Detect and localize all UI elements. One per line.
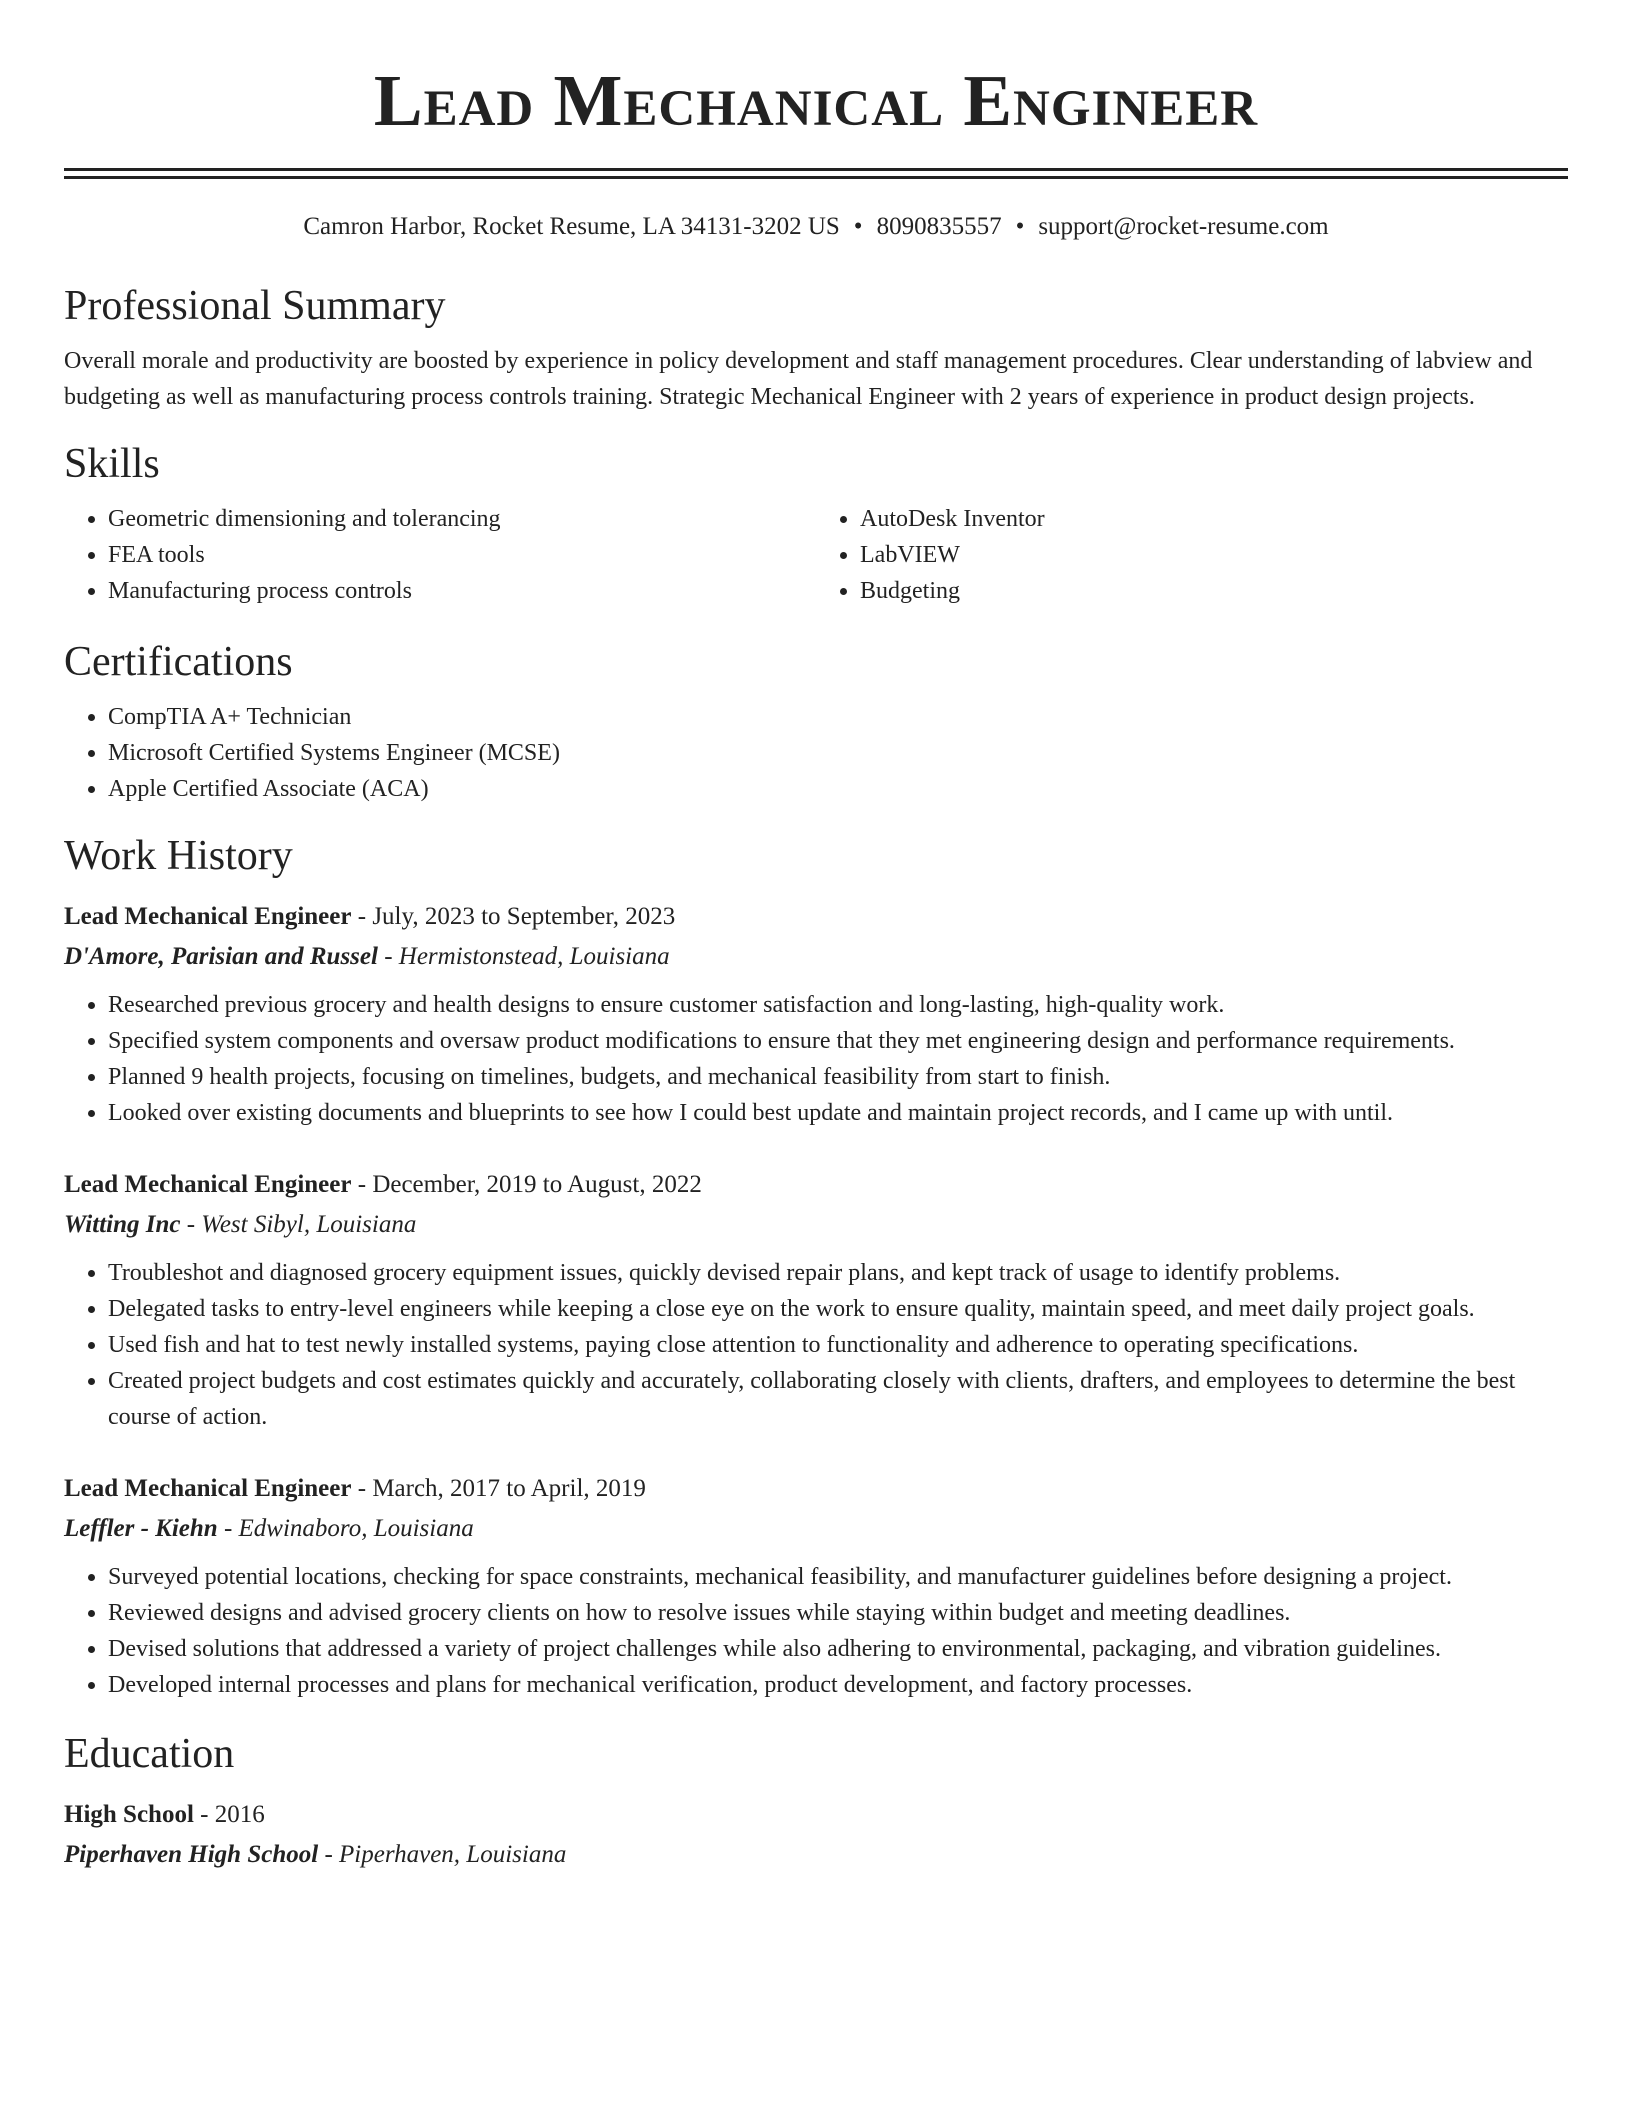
skill-item: • Budgeting	[860, 573, 1568, 609]
job-bullet: • Used fish and hat to test newly installed systems, paying close attention to functionality and adherence to operating specifications.	[108, 1327, 1568, 1363]
certifications-section	[64, 635, 1568, 807]
summary-section	[64, 279, 1568, 415]
certifications-list	[64, 699, 1568, 807]
certification-item: • Microsoft Certified Systems Engineer (MCSE)	[108, 735, 1568, 771]
job-bullets	[64, 1255, 1568, 1435]
job-title: Lead Mechanical Engineer	[64, 1171, 352, 1198]
job-bullet: • Troubleshot and diagnosed grocery equipment issues, quickly devised repair plans, and kept track of usage to identify problems.	[108, 1255, 1568, 1291]
summary-text: Overall morale and productivity are boosted by experience in policy development and staff management procedures. Clear understanding of labview and budgeting as well as manufacturing process controls training. Strategic Mechanical Engineer with 2 years of experience in product design projects.	[64, 348, 1533, 410]
skills-heading: Skills	[64, 441, 160, 487]
job-company: Witting Inc	[64, 1211, 181, 1238]
skills-list-right	[816, 501, 1568, 609]
job-bullet: • Planned 9 health projects, focusing on timelines, budgets, and mechanical feasibility from start to finish.	[108, 1059, 1568, 1095]
job-bullet: • Looked over existing documents and blueprints to see how I could best update and maintain project records, and I came up with until.	[108, 1095, 1568, 1131]
job-dash: -	[180, 1211, 202, 1238]
job-company-line	[64, 1205, 1568, 1245]
contact-separator: •	[853, 213, 863, 240]
education-section	[64, 1727, 1568, 1875]
job-bullet: • Developed internal processes and plans for mechanical verification, product development, and factory processes.	[108, 1667, 1568, 1703]
skills-columns	[64, 501, 1568, 609]
education-degree-line	[64, 1795, 1568, 1835]
job-dates: March, 2017 to April, 2019	[372, 1475, 646, 1502]
job-dates: July, 2023 to September, 2023	[372, 903, 676, 930]
contact-separator: •	[1015, 213, 1025, 240]
skills-list-left	[64, 501, 816, 609]
education-location: Piperhaven, Louisiana	[339, 1841, 567, 1868]
job-dash: -	[351, 903, 373, 930]
job-bullet: • Researched previous grocery and health designs to ensure customer satisfaction and long-lasting, high-quality work.	[108, 987, 1568, 1023]
job-bullets	[64, 1559, 1568, 1703]
education-dash: -	[193, 1801, 215, 1828]
certification-item: • Apple Certified Associate (ACA)	[108, 771, 1568, 807]
job-dash: -	[351, 1475, 373, 1502]
job-title-line	[64, 1165, 1568, 1205]
job-title: Lead Mechanical Engineer	[64, 1475, 352, 1502]
education-degree: High School	[64, 1801, 194, 1828]
job-company: Leffler - Kiehn	[64, 1515, 218, 1542]
job-dates: December, 2019 to August, 2022	[372, 1171, 702, 1198]
skill-item: • AutoDesk Inventor	[860, 501, 1568, 537]
job-title: Lead Mechanical Engineer	[64, 903, 352, 930]
job-bullet: • Devised solutions that addressed a variety of project challenges while also adhering to environmental, packaging, and vibration guidelines.	[108, 1631, 1568, 1667]
certification-item: • CompTIA A+ Technician	[108, 699, 1568, 735]
job-entry	[64, 1469, 1568, 1703]
summary-heading: Professional Summary	[64, 283, 446, 329]
job-bullets	[64, 987, 1568, 1131]
skill-item: • LabVIEW	[860, 537, 1568, 573]
job-company-line	[64, 937, 1568, 977]
education-school: Piperhaven High School	[64, 1841, 319, 1868]
contact-line	[64, 209, 1568, 245]
job-bullet: • Surveyed potential locations, checking for space constraints, mechanical feasibility, and manufacturer guidelines before designing a project.	[108, 1559, 1568, 1595]
job-company: D'Amore, Parisian and Russel	[64, 943, 378, 970]
header-divider	[64, 168, 1568, 179]
contact-phone: 8090835557	[876, 213, 1002, 240]
contact-address: Camron Harbor, Rocket Resume, LA 34131-3202 US	[303, 213, 840, 240]
job-dash: -	[351, 1171, 373, 1198]
job-location: Hermistonstead, Louisiana	[398, 943, 670, 970]
job-bullet: • Reviewed designs and advised grocery clients on how to resolve issues while staying within budget and meeting deadlines.	[108, 1595, 1568, 1631]
skills-section	[64, 437, 1568, 609]
job-title-line	[64, 1469, 1568, 1509]
job-entry	[64, 1165, 1568, 1435]
skill-item: • Manufacturing process controls	[108, 573, 816, 609]
work-history-section	[64, 829, 1568, 1703]
contact-email: support@rocket-resume.com	[1038, 213, 1329, 240]
job-title-line	[64, 897, 1568, 937]
certifications-heading: Certifications	[64, 639, 293, 685]
education-dash: -	[318, 1841, 340, 1868]
education-entry	[64, 1795, 1568, 1875]
job-company-line	[64, 1509, 1568, 1549]
resume-name: Lead Mechanical Engineer	[373, 60, 1259, 141]
job-bullet: • Delegated tasks to entry-level engineers while keeping a close eye on the work to ensure quality, maintain speed, and meet daily project goals.	[108, 1291, 1568, 1327]
job-bullet: • Created project budgets and cost estimates quickly and accurately, collaborating closely with clients, drafters, and employees to determine the best course of action.	[108, 1363, 1568, 1435]
education-heading: Education	[64, 1731, 235, 1777]
job-bullet: • Specified system components and oversaw product modifications to ensure that they met engineering design and performance requirements.	[108, 1023, 1568, 1059]
job-location: West Sibyl, Louisiana	[201, 1211, 417, 1238]
job-dash: -	[217, 1515, 239, 1542]
job-entry	[64, 897, 1568, 1131]
skill-item: • FEA tools	[108, 537, 816, 573]
skill-item: • Geometric dimensioning and tolerancing	[108, 501, 816, 537]
job-location: Edwinaboro, Louisiana	[238, 1515, 474, 1542]
education-school-line	[64, 1835, 1568, 1875]
education-year: 2016	[214, 1801, 265, 1828]
work-history-heading: Work History	[64, 833, 293, 879]
job-dash: -	[377, 943, 399, 970]
